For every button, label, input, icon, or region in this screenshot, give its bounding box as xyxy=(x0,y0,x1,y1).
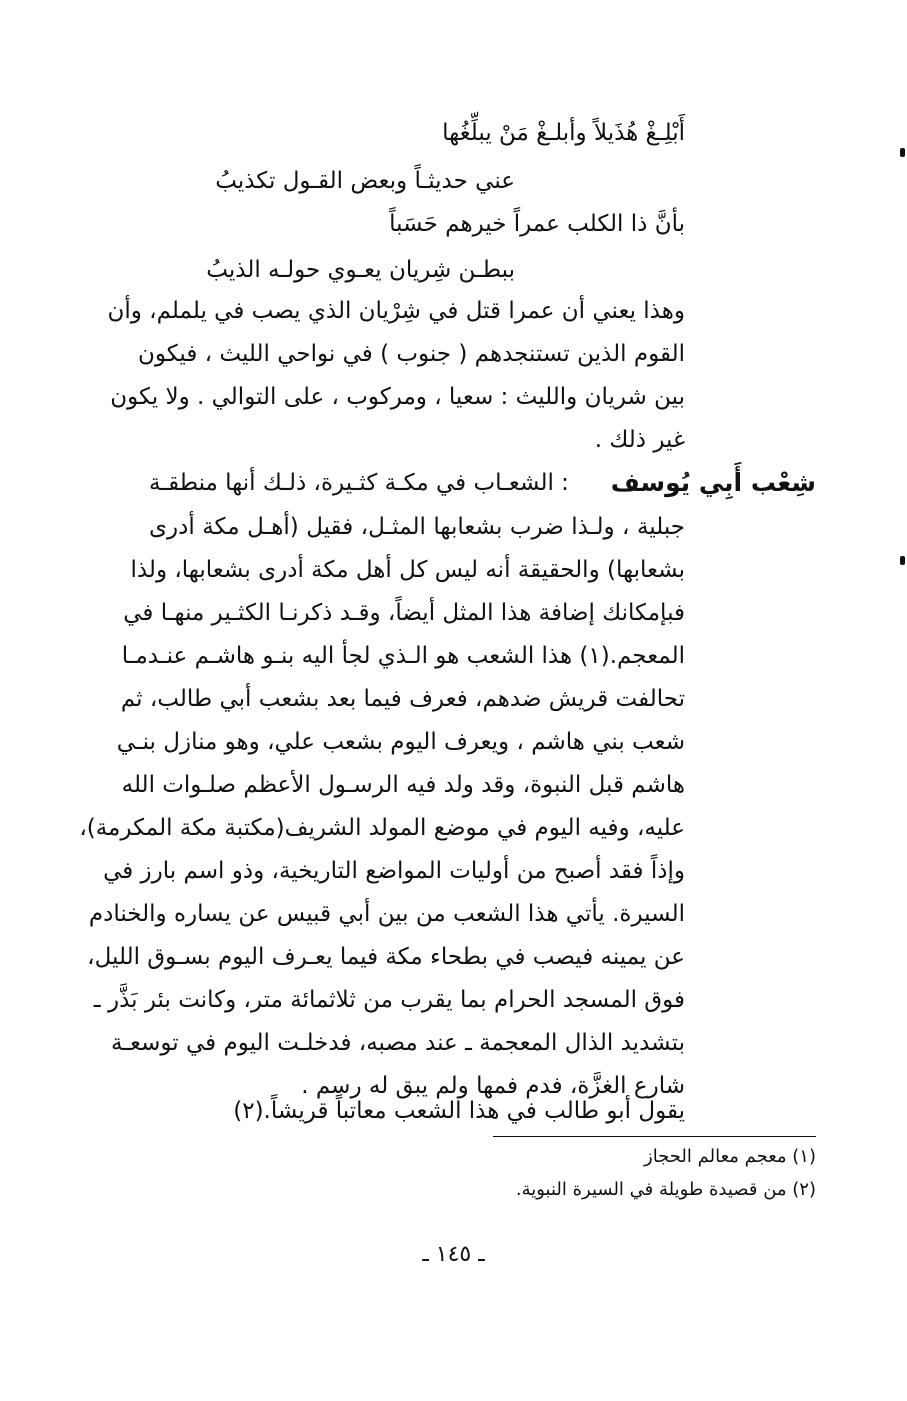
entry-line: شعب بني هاشم ، ويعرف اليوم بشعب علي، وهو منازل بنـي xyxy=(116,729,685,755)
entry-line: هاشم قبل النبوة، وقد ولد فيه الرسـول الأعظم صلـوات الله xyxy=(121,772,685,798)
margin-mark xyxy=(900,556,905,565)
entry-line: عن يمينه فيصب في بطحاء مكة فيما يعـرف اليوم بسـوق الليل، xyxy=(87,944,685,970)
poem-verse-4: ببطـن شِريان يعـوي حولـه الذيبُ xyxy=(206,257,515,283)
page-number: ـ ١٤٥ ـ xyxy=(422,1242,485,1267)
paragraph-line: القوم الذين تستنجدهم ( جنوب ) في نواحي الليث ، فيكون xyxy=(137,341,685,367)
entry-line: بتشديد الذال المعجمة ـ عند مصبه، فدخلـت اليوم في توسعـة xyxy=(110,1030,685,1056)
entry-line: عليه، وفيه اليوم في موضع المولد الشريف(مكتبة مكة المكرمة)، xyxy=(79,815,685,841)
footnote-2: (٢) من قصيدة طويلة في السيرة النبوية. xyxy=(515,1179,816,1200)
entry-line: المعجم.(١) هذا الشعب هو الـذي لجأ اليه بنـو هاشـم عنـدمـا xyxy=(121,643,685,669)
entry-line: شارع الغزَّة، فدم فمها ولم يبق له رسم . xyxy=(301,1073,685,1099)
poem-verse-3: بأنَّ ذا الكلب عمراً خيرهم حَسَباً xyxy=(389,211,685,237)
paragraph-line: وهذا يعني أن عمرا قتل في شِرْيان الذي يصب في يلملم، وأن xyxy=(107,298,685,324)
entry-heading: شِعْب أَبِي يُوسف xyxy=(610,468,816,497)
paragraph-line: غير ذلك . xyxy=(594,427,685,453)
poem-verse-2: عني حديثـاً وبعض القـول تكذيبُ xyxy=(215,168,515,194)
entry-line: فبإمكانك إضافة هذا المثل أيضاً، وقـد ذكرنـا الكثـير منهـا في xyxy=(123,600,685,626)
entry-line: جبلية ، ولـذا ضرب بشعابها المثـل، فقيل (أهـل مكة أدرى xyxy=(149,514,685,540)
footnote-divider xyxy=(493,1136,816,1137)
poem-verse-1: أَبْلِـغْ هُذَيلاً وأبلـغْ مَنْ يبلِّغُها xyxy=(442,120,685,146)
margin-mark xyxy=(900,148,905,157)
paragraph-line: بين شريان والليث : سعيا ، ومركوب ، على التوالي . ولا يكون xyxy=(110,384,685,410)
entry-line: وإذاً فقد أصبح من أوليات المواضع التاريخية، وذو اسم بارز في xyxy=(103,858,685,884)
entry-line: بشعابها) والحقيقة أنه ليس كل أهل مكة أدرى بشعابها، ولذا xyxy=(130,557,685,583)
closing-line: يقول أبو طالب في هذا الشعب معاتباً قريشاً.(٢) xyxy=(233,1098,685,1124)
footnote-1: (١) معجم معالم الحجاز xyxy=(644,1146,816,1167)
entry-first-line-text: : الشعـاب في مكـة كثـيرة، ذلـك أنها منطقـة xyxy=(149,470,569,496)
entry-line: تحالفت قريش ضدهم، فعرف فيما بعد بشعب أبي طالب، ثم xyxy=(120,686,685,712)
entry-line: السيرة. يأتي هذا الشعب من بين أبي قبيس عن يساره والخنادم xyxy=(88,901,685,927)
entry-line: فوق المسجد الحرام بما يقرب من ثلاثمائة متر، وكانت بئر بَذَّر ـ xyxy=(93,987,685,1013)
entry-first-line xyxy=(149,468,816,498)
